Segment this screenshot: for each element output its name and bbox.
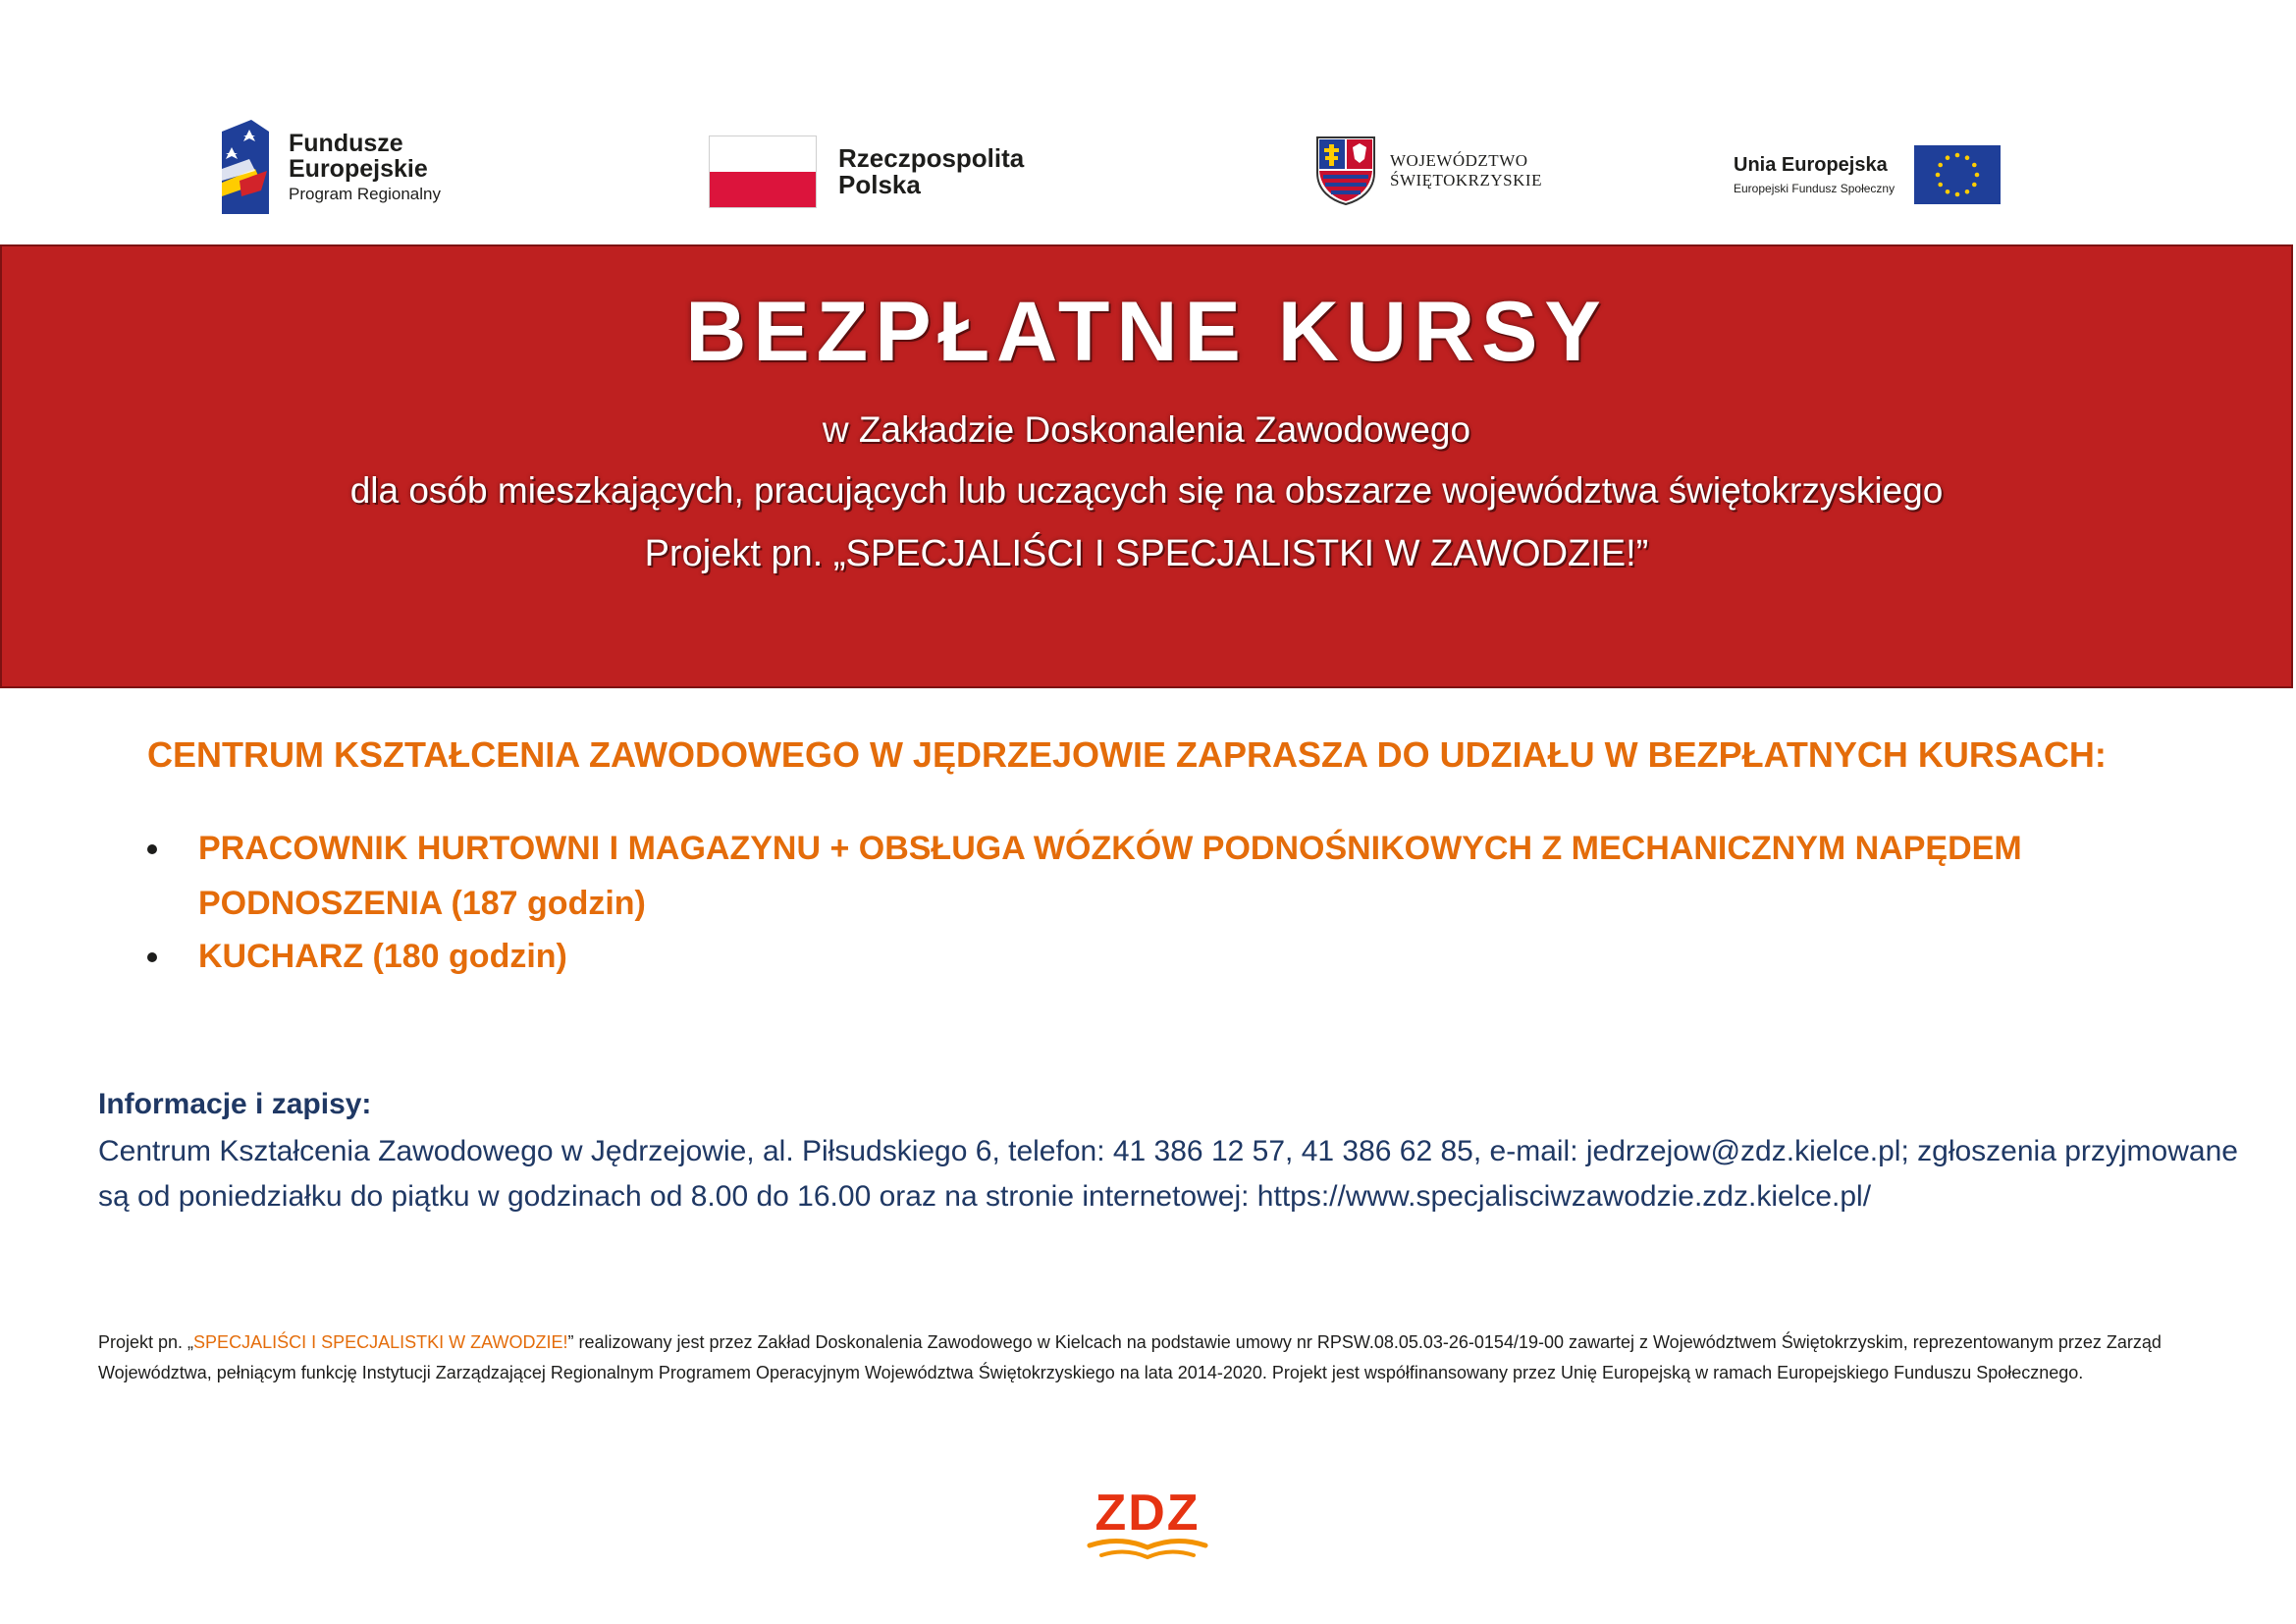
polish-flag-icon <box>709 135 817 208</box>
logo-rzeczpospolita-polska <box>709 135 1024 208</box>
eu-star-icon <box>1955 192 1960 197</box>
course-label: KUCHARZ (180 godzin) <box>198 938 567 975</box>
course-label: PRACOWNIK HURTOWNI I MAGAZYNU + OBSŁUGA WÓZKÓW PODNOŚNIKOWYCH Z MECHANICZNYM NAPĘDEM PODNOSZENIA (187 godzin) <box>198 830 2022 922</box>
banner-line-2: dla osób mieszkających, pracujących lub uczących się na obszarze województwa świętokrzyskiego <box>349 470 1944 511</box>
eu-star-icon <box>1946 155 1950 160</box>
zdz-logo-text: ZDZ <box>1095 1485 1201 1542</box>
eu-star-icon <box>1965 189 1970 194</box>
eu-star-icon <box>1955 153 1960 158</box>
info-title: Informacje i zapisy: <box>98 1088 372 1120</box>
bullet-icon <box>147 844 157 854</box>
fundusze-europejskie-flag-icon <box>222 120 269 214</box>
invitation-heading: CENTRUM KSZTAŁCENIA ZAWODOWEGO W JĘDRZEJOWIE ZAPRASZA DO UDZIAŁU W BEZPŁATNYCH KURSACH: <box>147 734 2107 775</box>
wojewodztwo-line2: ŚWIĘTOKRZYSKIE <box>1390 171 1542 189</box>
project-footnote <box>98 1327 2258 1388</box>
wojewodztwo-line1: WOJEWÓDZTWO <box>1390 151 1528 171</box>
eu-star-icon <box>1972 183 1977 188</box>
banner-line-3: Projekt pn. „SPECJALIŚCI I SPECJALISTKI W ZAWODZIE!” <box>644 533 1649 574</box>
eu-star-icon <box>1936 173 1941 178</box>
logo-fundusze-europejskie <box>222 120 441 214</box>
zdz-logo <box>1082 1481 1213 1563</box>
footnote-project-name: SPECJALIŚCI I SPECJALISTKI W ZAWODZIE! <box>193 1332 568 1352</box>
coat-of-arms-icon <box>1315 135 1376 206</box>
footnote-prefix: Projekt pn. „ <box>98 1332 194 1352</box>
unia-line2: Europejski Fundusz Społeczny <box>1734 182 1896 195</box>
eu-flag-icon <box>1914 145 2001 204</box>
logo-unia-europejska <box>1734 145 2001 204</box>
eu-star-icon <box>1946 189 1950 194</box>
rzeczpospolita-line2: Polska <box>838 170 921 199</box>
unia-line1: Unia Europejska <box>1734 154 1888 176</box>
eu-star-icon <box>1965 155 1970 160</box>
logo-wojewodztwo-swietokrzyskie <box>1315 135 1542 206</box>
eu-star-icon <box>1938 163 1943 168</box>
fundusze-line1: Fundusze <box>289 129 403 157</box>
course-item <box>147 929 2061 984</box>
footnote-rest: ” realizowany jest przez Zakład Doskonalenia Zawodowego w Kielcach na podstawie umowy nr RPSW.08.05.03-26-0154/19-00 zawartej z Województwem Świętokrzyskim, reprezentowanym przez Zarząd Województwa, pełniącym funkcję Instytucji Zarządzającej Regionalnym Programem Operacyjnym Województwa Świętokrzyskiego na lata 2014-2020. Projekt jest współfinansowany przez Unię Europejską w ramach Europejskiego Funduszu Społecznego. <box>98 1332 2162 1382</box>
course-item <box>147 821 2061 931</box>
eu-star-icon <box>1938 183 1943 188</box>
fundusze-line2: Europejskie <box>289 155 428 184</box>
fundusze-line3: Program Regionalny <box>289 185 441 204</box>
eu-star-icon <box>1972 163 1977 168</box>
rzeczpospolita-line1: Rzeczpospolita <box>838 142 1025 173</box>
info-text: Centrum Kształcenia Zawodowego w Jędrzejowie, al. Piłsudskiego 6, telefon: 41 386 12 57, 41 386 62 85, e-mail: jedrzejow@zdz.kielce.pl; zgłoszenia przyjmowane są od poniedziałku do piątku w godzinach od 8.00 do 16.00 oraz na stronie internetowej: https://www.specjalisciwzawodzie.zdz.kielce.pl/ <box>98 1135 2238 1213</box>
bullet-icon <box>147 952 157 962</box>
eu-star-icon <box>1975 173 1980 178</box>
banner-title: BEZPŁATNE KURSY <box>685 285 1608 379</box>
banner-line-1: w Zakładzie Doskonalenia Zawodowego <box>822 409 1471 450</box>
red-banner <box>0 244 2293 688</box>
